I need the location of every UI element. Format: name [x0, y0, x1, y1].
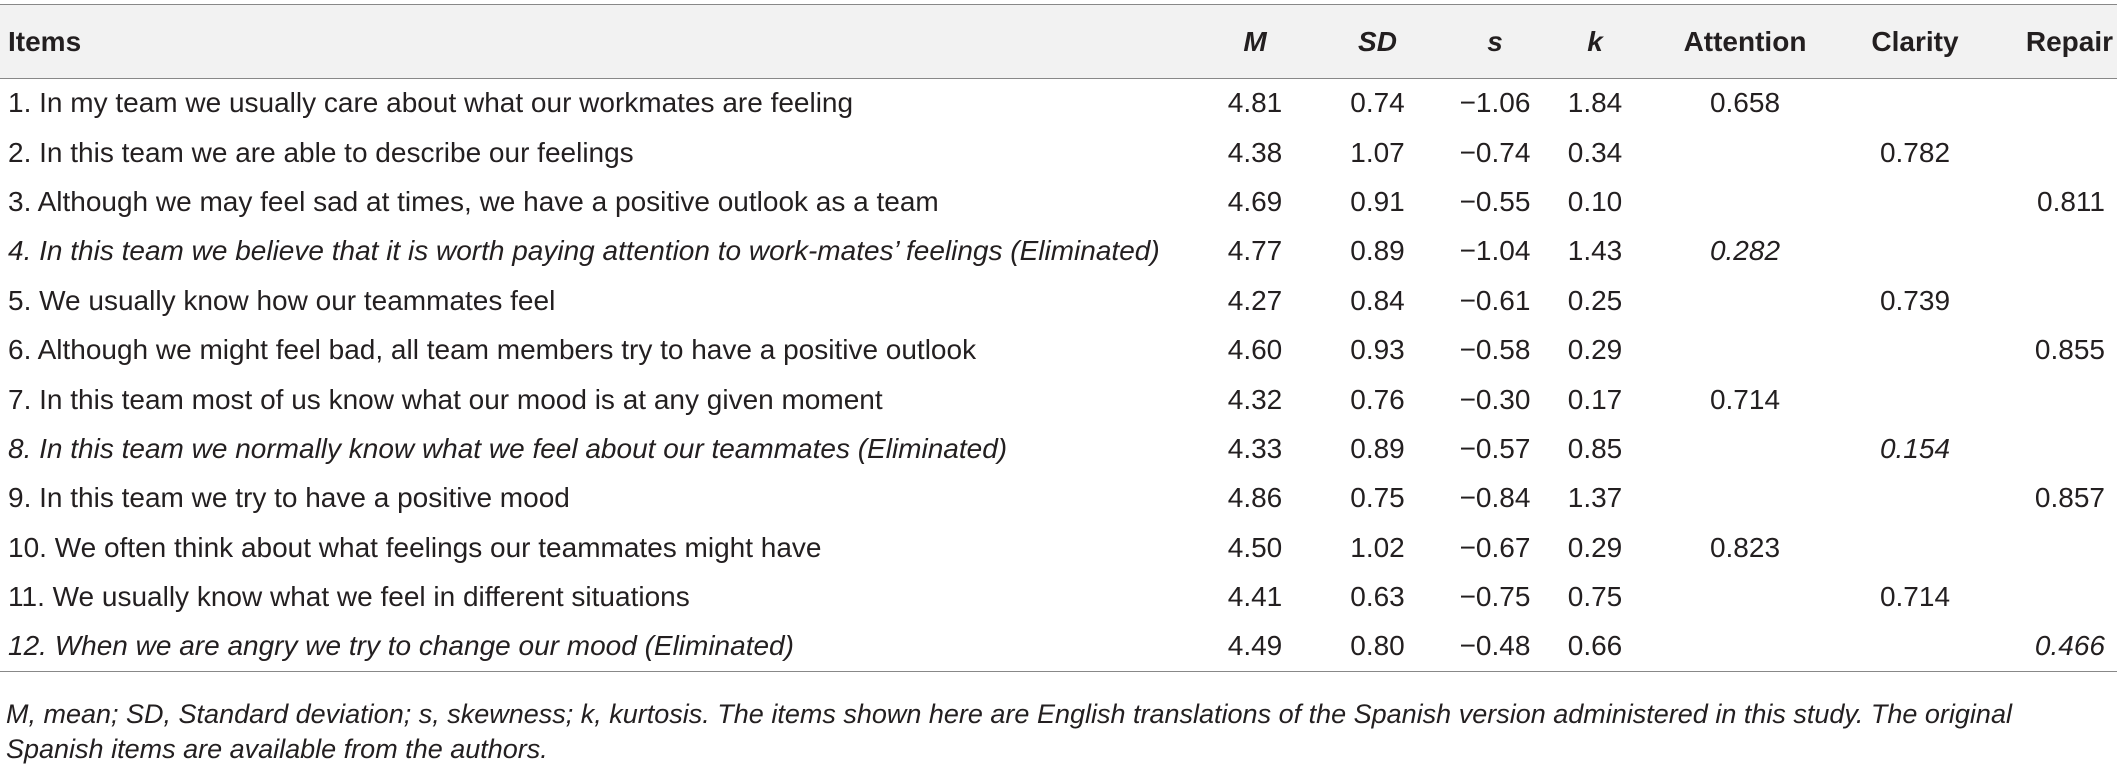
cell-mean: 4.69 [1227, 185, 1283, 217]
cell-sd: 0.80 [1315, 622, 1440, 671]
table-row [0, 474, 2117, 523]
cell-attention: 0.823 [1709, 531, 1781, 563]
cell-kurtosis: 0.29 [1567, 531, 1623, 563]
cell-item: 11. We usually know what we feel in different situations [8, 581, 690, 613]
cell-item: 4. In this team we believe that it is worth paying attention to work-mates’ feelings (Eliminated) [8, 235, 1160, 267]
header-items: Items [0, 5, 1195, 79]
cell-clarity: 0.714 [1879, 581, 1951, 613]
cell-clarity: 0.154 [1879, 432, 1951, 464]
cell-repair [1980, 276, 2117, 325]
cell-mean: 4.41 [1227, 581, 1283, 613]
cell-attention [1640, 128, 1850, 177]
cell-attention [1640, 572, 1850, 621]
cell-attention: 0.282 [1709, 235, 1781, 267]
cell-clarity [1850, 523, 1980, 572]
cell-attention [1640, 276, 1850, 325]
cell-clarity [1850, 622, 1980, 671]
cell-repair: 0.466 [1980, 622, 2117, 671]
cell-repair: 0.855 [2034, 334, 2105, 366]
header-repair: Repair [1980, 5, 2117, 79]
cell-kurtosis: 0.75 [1567, 581, 1623, 613]
cell-attention [1640, 177, 1850, 226]
cell-skewness: −0.57 [1459, 432, 1531, 464]
cell-sd: 0.84 [1350, 284, 1405, 316]
cell-sd: 0.74 [1350, 87, 1405, 119]
table-row [0, 276, 2117, 325]
cell-repair [1980, 424, 2117, 473]
cell-mean: 4.38 [1227, 136, 1283, 168]
cell-skewness: −0.58 [1459, 334, 1531, 366]
cell-attention [1640, 424, 1850, 473]
cell-mean: 4.60 [1227, 334, 1283, 366]
cell-kurtosis: 0.25 [1567, 284, 1623, 316]
cell-kurtosis: 0.29 [1567, 334, 1623, 366]
cell-item: 12. When we are angry we try to change our mood (Eliminated) [0, 622, 1195, 671]
cell-clarity [1850, 325, 1980, 374]
cell-repair: 0.811 [2037, 185, 2105, 217]
cell-kurtosis: 0.85 [1567, 432, 1623, 464]
cell-attention [1640, 325, 1850, 374]
cell-mean: 4.77 [1227, 235, 1283, 267]
cell-item: 10. We often think about what feelings our teammates might have [8, 531, 822, 563]
table-row [0, 227, 2117, 276]
cell-attention [1640, 474, 1850, 523]
cell-kurtosis: 0.10 [1567, 185, 1623, 217]
table-body [0, 79, 2117, 672]
cell-skewness: −0.84 [1459, 482, 1531, 514]
cell-skewness: −0.30 [1459, 383, 1531, 415]
cell-item: 2. In this team we are able to describe our feelings [8, 136, 634, 168]
cell-skewness: −1.04 [1459, 235, 1531, 267]
cell-clarity [1850, 474, 1980, 523]
cell-clarity [1850, 79, 1980, 128]
header-sd: SD [1315, 5, 1440, 79]
cell-clarity [1850, 177, 1980, 226]
table-row [0, 375, 2117, 424]
cell-sd: 0.76 [1350, 383, 1405, 415]
cell-item: 5. We usually know how our teammates feel [8, 284, 556, 316]
table-row [0, 424, 2117, 473]
cell-sd: 0.75 [1350, 482, 1405, 514]
cell-kurtosis: 1.43 [1567, 235, 1623, 267]
table-row [0, 79, 2117, 128]
header-mean: M [1195, 5, 1315, 79]
cell-kurtosis: 0.34 [1567, 136, 1623, 168]
cell-repair [1980, 375, 2117, 424]
cell-kurtosis: 0.17 [1567, 383, 1623, 415]
table-row [0, 622, 2117, 671]
header-skewness: s [1440, 5, 1550, 79]
cell-skewness: −0.74 [1459, 136, 1531, 168]
cell-skewness: −0.75 [1459, 581, 1531, 613]
cell-mean: 4.33 [1227, 432, 1283, 464]
table-row [0, 128, 2117, 177]
table-footnote: M, mean; SD, Standard deviation; s, skewness; k, kurtosis. The items shown here are English translations of the Spanish version administered in this study. The original Spanish items are available from the authors. [6, 699, 2012, 764]
cell-item: 7. In this team most of us know what our mood is at any given moment [8, 383, 883, 415]
factor-loadings-table [0, 4, 2117, 672]
cell-clarity [1850, 375, 1980, 424]
cell-mean: 4.86 [1227, 482, 1283, 514]
cell-item: 8. In this team we normally know what we feel about our teammates (Eliminated) [8, 432, 1008, 464]
cell-item: 1. In my team we usually care about what our workmates are feeling [8, 87, 854, 119]
cell-repair [1980, 79, 2117, 128]
cell-attention: 0.658 [1709, 87, 1781, 119]
header-clarity: Clarity [1850, 5, 1980, 79]
cell-attention: 0.714 [1709, 383, 1781, 415]
cell-clarity [1850, 227, 1980, 276]
table-row [0, 177, 2117, 226]
cell-mean: 4.32 [1227, 383, 1283, 415]
cell-sd: 1.07 [1350, 136, 1405, 168]
cell-kurtosis: 1.84 [1567, 87, 1623, 119]
cell-repair [1980, 572, 2117, 621]
cell-clarity: 0.739 [1879, 284, 1951, 316]
cell-clarity: 0.782 [1879, 136, 1951, 168]
cell-skewness: −1.06 [1459, 87, 1531, 119]
cell-kurtosis: 0.66 [1550, 622, 1640, 671]
cell-item: 6. Although we might feel bad, all team members try to have a positive outlook [8, 334, 977, 366]
cell-mean: 4.49 [1195, 622, 1315, 671]
cell-repair [1980, 128, 2117, 177]
cell-skewness: −0.55 [1459, 185, 1531, 217]
cell-attention [1640, 622, 1850, 671]
cell-sd: 0.93 [1350, 334, 1405, 366]
cell-item: 9. In this team we try to have a positive mood [8, 482, 570, 514]
header-attention: Attention [1640, 5, 1850, 79]
cell-skewness: −0.67 [1459, 531, 1531, 563]
cell-sd: 0.63 [1350, 581, 1405, 613]
table-row [0, 325, 2117, 374]
cell-kurtosis: 1.37 [1567, 482, 1623, 514]
cell-mean: 4.27 [1227, 284, 1283, 316]
cell-sd: 0.89 [1350, 235, 1405, 267]
cell-skewness: −0.61 [1459, 284, 1531, 316]
table-row [0, 572, 2117, 621]
cell-repair [1980, 227, 2117, 276]
header-row [0, 5, 2117, 79]
cell-skewness: −0.48 [1440, 622, 1550, 671]
cell-sd: 1.02 [1350, 531, 1405, 563]
cell-sd: 0.89 [1350, 432, 1405, 464]
cell-mean: 4.81 [1227, 87, 1283, 119]
header-kurtosis: k [1550, 5, 1640, 79]
cell-sd: 0.91 [1350, 185, 1405, 217]
table-row [0, 523, 2117, 572]
cell-item: 3. Although we may feel sad at times, we have a positive outlook as a team [8, 185, 939, 217]
cell-repair [1980, 523, 2117, 572]
cell-repair: 0.857 [2034, 482, 2105, 514]
cell-mean: 4.50 [1227, 531, 1283, 563]
